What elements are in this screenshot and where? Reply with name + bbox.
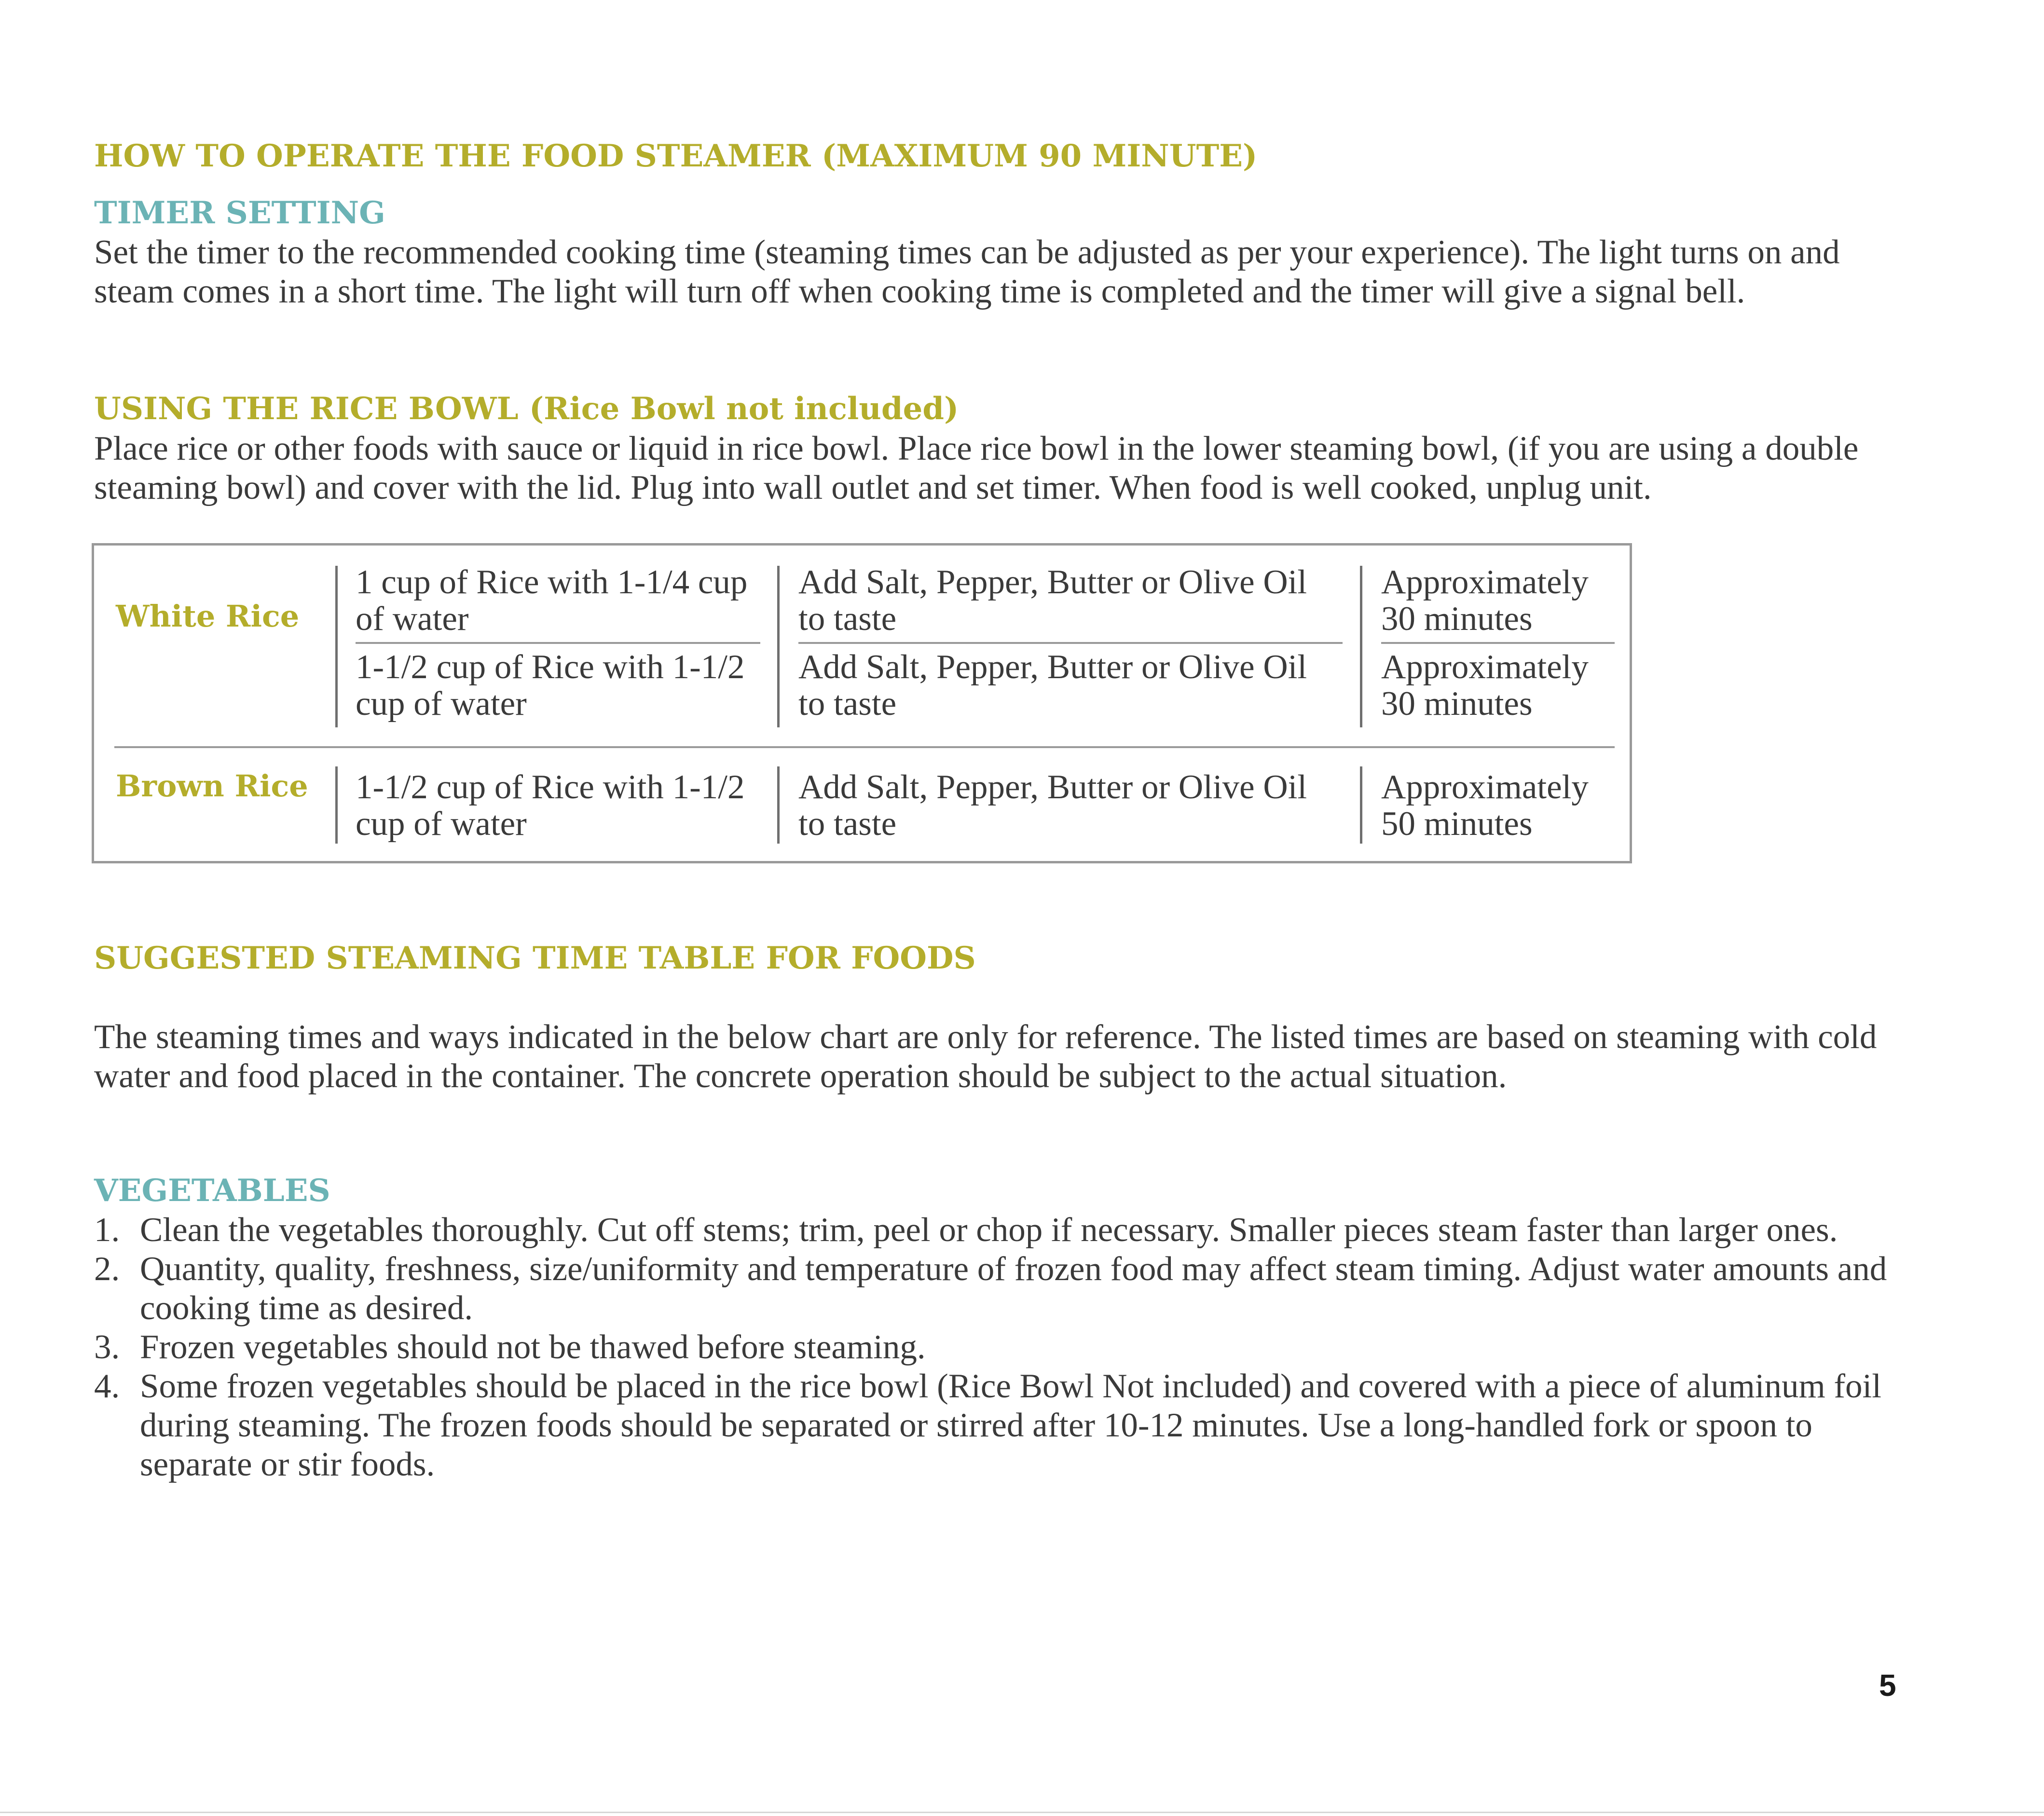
- list-item-text: Clean the vegetables thoroughly. Cut off stems; trim, peel or chop if necessary. Smaller pieces steam faster than larger ones.: [140, 1211, 1838, 1249]
- rice-bowl-text: Place rice or other foods with sauce or liquid in rice bowl. Place rice bowl in the lower steaming bowl, (if you are using a double steaming bowl) and cover with the lid. Plug into wall outlet and set timer. When food is well cooked, unplug unit.: [94, 430, 1859, 506]
- seasoning-line: to taste: [798, 685, 897, 723]
- column-divider: [777, 566, 780, 727]
- quantity-cell: [356, 564, 747, 637]
- seasoning-cell: [798, 649, 1307, 722]
- seasoning-line: Add Salt, Pepper, Butter or Olive Oil: [798, 768, 1307, 806]
- row-divider: [356, 642, 760, 644]
- page-title: HOW TO OPERATE THE FOOD STEAMER (MAXIMUM 90 MINUTE): [94, 138, 1258, 174]
- time-line: 30 minutes: [1381, 600, 1533, 638]
- list-item-text: Quantity, quality, freshness, size/uniformity and temperature of frozen food may affect steam timing. Adjust water amounts and cooking time as desired.: [140, 1250, 1887, 1327]
- steaming-table-heading: SUGGESTED STEAMING TIME TABLE FOR FOODS: [94, 940, 976, 976]
- vegetables-heading: VEGETABLES: [94, 1173, 330, 1209]
- quantity-line: 1 cup of Rice with 1-1/4 cup: [356, 563, 748, 601]
- column-divider: [1360, 766, 1362, 844]
- time-line: Approximately: [1381, 648, 1589, 686]
- time-line: 50 minutes: [1381, 805, 1533, 843]
- time-cell: [1381, 769, 1589, 842]
- list-item-text: Frozen vegetables should not be thawed before steaming.: [140, 1328, 926, 1366]
- quantity-cell: [356, 649, 744, 722]
- list-item-text: Some frozen vegetables should be placed in the rice bowl (Rice Bowl Not included) and covered with a piece of aluminum foil during steaming. The frozen foods should be separated or stirred after 10-12 minutes. Use a long-handled fork or spoon to separate or stir foods.: [140, 1367, 1882, 1483]
- seasoning-line: Add Salt, Pepper, Butter or Olive Oil: [798, 648, 1307, 686]
- time-line: Approximately: [1381, 768, 1589, 806]
- timer-text: Set the timer to the recommended cooking time (steaming times can be adjusted as per your experience). The light turns on and steam comes in a short time. The light will turn off when cooking time is completed and the timer will give a signal bell.: [94, 233, 1840, 310]
- steaming-intro-text: The steaming times and ways indicated in the below chart are only for reference. The listed times are based on steaming with cold water and food placed in the container. The concrete operation should be subject to the actual situation.: [94, 1018, 1877, 1095]
- list-number: 3.: [94, 1328, 120, 1366]
- list-number: 1.: [94, 1211, 120, 1249]
- quantity-line: 1-1/2 cup of Rice with 1-1/2: [356, 648, 745, 686]
- list-item: [94, 1250, 1908, 1328]
- list-item: [94, 1367, 1908, 1484]
- column-divider: [1360, 566, 1362, 727]
- list-item: [94, 1211, 1908, 1250]
- group-divider: [114, 746, 1615, 748]
- quantity-cell: [356, 769, 744, 842]
- seasoning-line: to taste: [798, 805, 897, 843]
- timer-heading: TIMER SETTING: [94, 195, 385, 231]
- bottom-rule: [0, 1812, 2044, 1813]
- quantity-line: cup of water: [356, 805, 527, 843]
- row-divider: [798, 642, 1343, 644]
- time-line: 30 minutes: [1381, 685, 1533, 723]
- list-item: [94, 1328, 1908, 1367]
- time-cell: [1381, 649, 1589, 722]
- quantity-line: of water: [356, 600, 469, 638]
- rice-cooking-table: [92, 543, 1632, 863]
- row-divider: [1381, 642, 1615, 644]
- quantity-line: 1-1/2 cup of Rice with 1-1/2: [356, 768, 745, 806]
- seasoning-cell: [798, 769, 1307, 842]
- seasoning-line: to taste: [798, 600, 897, 638]
- rice-type-white: White Rice: [116, 599, 300, 634]
- seasoning-cell: [798, 564, 1307, 637]
- column-divider: [777, 766, 780, 844]
- time-cell: [1381, 564, 1589, 637]
- seasoning-line: Add Salt, Pepper, Butter or Olive Oil: [798, 563, 1307, 601]
- list-number: 2.: [94, 1250, 120, 1288]
- column-divider: [335, 766, 338, 844]
- page-number: 5: [1879, 1668, 1896, 1703]
- rice-bowl-heading: USING THE RICE BOWL (Rice Bowl not included): [94, 391, 959, 427]
- vegetables-list: [94, 1211, 1908, 1484]
- quantity-line: cup of water: [356, 685, 527, 723]
- column-divider: [335, 566, 338, 727]
- list-number: 4.: [94, 1367, 120, 1405]
- time-line: Approximately: [1381, 563, 1589, 601]
- rice-type-brown: Brown Rice: [116, 768, 308, 804]
